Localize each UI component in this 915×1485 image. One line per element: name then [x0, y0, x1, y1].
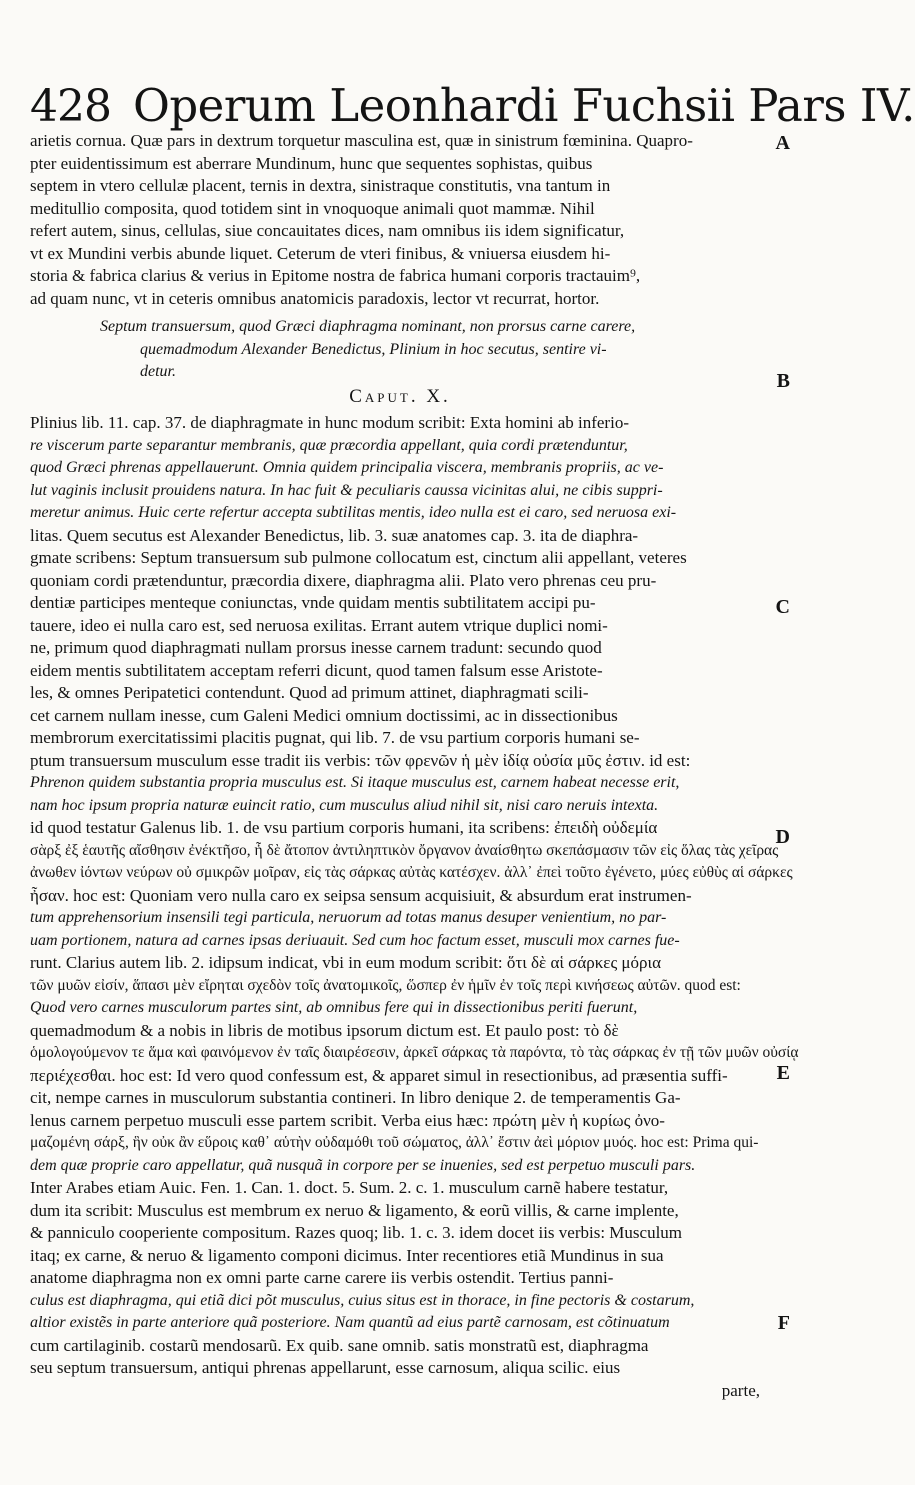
greek-line: ἀνωθεν ἰόντων νεύρων οὐ σμικρῶν μοῖραν, εἰς τὰς σάρκας αὐτὰς κατέσχεν. ἀλλ᾽ ἐπεὶ τοῦτο ἐγένετο, μύες εὐθὺς αἱ σάρκες [30, 864, 793, 881]
text-line: περιέχεσθαι. hoc est: Id vero quod confessum est, & apparet simul in resectionibus, ad præsentia suffi- [30, 1065, 728, 1085]
greek-line: μαζομένη σάρξ, ἣν οὐκ ἂν εὕροις καθ᾽ αὑτὴν οὐδαμόθι τοῦ σώματος, ἀλλ᾽ ἔστιν ἀεὶ μόριον μυός. hoc est: Prima qui- [30, 1134, 759, 1151]
running-title: Operum Leonhardi Fuchsii Pars IV. [132, 79, 915, 132]
summary-line: quemadmodum Alexander Benedictus, Plinium in hoc secutus, sentire vi- [140, 340, 607, 358]
text-line: id quod testatur Galenus lib. 1. de vsu partium corporis humani, ita scribens: ἐπειδὴ οὐδεμία [30, 818, 658, 837]
text-line: eidem mentis subtilitatem acceptam referri dicunt, quod tamen falsum esse Aristote- [30, 660, 603, 680]
margin-letter-c: C [775, 596, 790, 618]
text-line: quoniam cordi prætenduntur, præcordia dixere, diaphragma alii. Plato vero phrenas ceu pru- [30, 570, 657, 590]
page-number: 428 [30, 81, 111, 132]
text-line: cit, nempe carnes in musculorum substantia contineri. In libro denique 2. de temperamentis Ga- [30, 1088, 681, 1107]
page-header [30, 78, 915, 134]
margin-letter-b: B [776, 370, 790, 392]
text-line: cet carnem nullam inesse, cum Galeni Medici omnium doctissimi, ac in dissectionibus [30, 705, 618, 725]
text-line: Inter Arabes etiam Auic. Fen. 1. Can. 1. doct. 5. Sum. 2. c. 1. musculum carnẽ habere testatur, [30, 1178, 669, 1197]
text-line: lenus carnem perpetuo musculi esse partem scribit. Verba eius hæc: πρώτη μὲν ἡ κυρίως ὀνο- [30, 1110, 665, 1130]
text-line: re viscerum parte separantur membranis, quæ præcordia appellant, quia cordi prætenduntur, [30, 436, 628, 454]
summary-line: detur. [140, 363, 176, 380]
text-line: tauere, ideo ei nulla caro est, sed neruosa exilitas. Errant autem vtrique duplici nomi- [30, 615, 608, 635]
margin-letter-d: D [775, 826, 790, 848]
text-line: ad quam nunc, vt in ceteris omnibus anatomicis paradoxis, lector vt recurrat, hortor. [30, 288, 600, 308]
margin-letter-e: E [776, 1062, 790, 1084]
text-line: meretur animus. Huic certe refertur accepta subtilitas mentis, ideo nulla est ei caro, sed neruosa exi- [30, 504, 677, 521]
text-line: Phrenon quidem substantia propria musculus est. Si itaque musculus est, carnem habeat necesse erit, [30, 774, 680, 791]
summary-line: Septum transuersum, quod Græci diaphragma nominant, non prorsus carne carere, [100, 318, 636, 335]
text-line: & panniculo cooperiente compositum. Razes quoq; lib. 1. c. 3. idem docet iis verbis: Musculum [30, 1223, 683, 1242]
text-line: dentiæ participes menteque coniunctas, vnde quidam mentis subtilitatem accipi pu- [30, 593, 596, 612]
greek-line: ὁμολογούμενον τε ἅμα καὶ φαινόμενον ἐν ταῖς διαιρέσεσιν, ἀρκεῖ σάρκας τὰ παρόντα, τὸ τὰς σάρκας ἐν τῇ τῶν μυῶν οὐσίᾳ [30, 1044, 799, 1061]
text-line: ἦσαν. hoc est: Quoniam vero nulla caro ex seipsa sensum acquisiuit, & absurdum erat instrumen- [30, 885, 692, 905]
text-line: altior existẽs in parte anteriore quã posteriore. Nam quantũ ad eius partẽ carnosam, est cõtinuatum [30, 1314, 670, 1331]
greek-line: τῶν μυῶν εἰσίν, ἅπασι μὲν εἴρηται σχεδὸν τοῖς ἀνατομικοῖς, ὥσπερ ἐν ἡμῖν ἐν τοῖς περὶ κινήσεως αὐτῶν. quod est: [30, 976, 741, 994]
section-heading: Caput. X. [349, 385, 451, 407]
margin-letter-f: F [777, 1312, 790, 1334]
text-line: dem quæ proprie caro appellatur, quã nusquã in corpore per se inuenies, sed est perpetuo musculi pars. [30, 1156, 696, 1174]
text-line: arietis cornua. Quæ pars in dextrum torquetur masculina est, quæ in sinistrum fœminina. Quapro- [30, 131, 693, 150]
text-line: quod Græci phrenas appellauerunt. Omnia quidem principalia viscera, membranis propriis, ac ve- [30, 459, 664, 476]
text-line: ptum transuersum musculum esse tradit iis verbis: τῶν φρενῶν ἡ μὲν ἰδίᾳ οὐσία μῦς ἐστιν. id est: [30, 750, 691, 770]
text-line: les, & omnes Peripatetici contendunt. Quod ad primum attinet, diaphragmati scili- [30, 683, 589, 702]
text-line: dum ita scribit: Musculus est membrum ex neruo & ligamento, & eorũ villis, & carne implente, [30, 1200, 679, 1220]
text-line: itaq; ex carne, & neruo & ligamento componi dicimus. Inter recentiores etiã Mundinus in sua [30, 1245, 664, 1265]
text-line: membrorum exercitatissimi placitis pugnat, qui lib. 7. de vsu partium corporis humani se- [30, 728, 640, 747]
text-line: refert autem, sinus, cellulas, siue concauitates dices, nam omnibus iis idem significatur, [30, 221, 625, 240]
text-line: runt. Clarius autem lib. 2. idipsum indicat, vbi in eum modum scribit: ὅτι δὲ αἱ σάρκες μόρια [30, 953, 662, 972]
text-line: anatome diaphragma non ex omni parte carne carere iis verbis ostendit. Tertius panni- [30, 1268, 614, 1287]
text-line: gmate scribens: Septum transuersum sub pulmone collocatum est, cinctum alii appellant, veteres [30, 548, 687, 567]
text-line: Quod vero carnes musculorum partes sint, ab omnibus fere qui in dissectionibus periti fuerunt, [30, 999, 638, 1016]
text-line: pter euidentissimum est aberrare Mundinum, hunc que sequentes sophistas, quibus [30, 153, 593, 173]
text-line: litas. Quem secutus est Alexander Benedictus, lib. 3. suæ anatomes cap. 3. ita de diaphra- [30, 525, 639, 545]
text-line: quemadmodum & a nobis in libris de motibus ipsorum dictum est. Et paulo post: τὸ δὲ [30, 1020, 619, 1040]
text-line: storia & fabrica clarius & verius in Epitome nostra de fabrica humani corporis tractauim⁹, [30, 266, 641, 285]
greek-line: σὰρξ ἐξ ἑαυτῆς αἴσθησιν ἐνέκτῆσο, ἦ δὲ ἄτοπον ἀντιληπτικὸν ὄργανον ἀναίσθητω σκεπάσμασιν τῶν εἰς ὅλας τὰς χεῖρας [30, 841, 779, 859]
text-line: uam portionem, natura ad carnes ipsas deriuauit. Sed cum hoc factum esset, musculi mox carnes fue- [30, 931, 680, 949]
text-line: nam hoc ipsum propria naturæ euincit ratio, cum musculus aliud nihil sit, nisi caro neruis intexta. [30, 796, 659, 814]
text-line-first: Plinius lib. 11. cap. 37. de diaphragmate in hunc modum scribit: Exta homini ab inferio- [30, 413, 629, 432]
margin-letter-a: A [775, 132, 790, 154]
catchword: parte, [721, 1380, 760, 1400]
text-line: septem in vtero cellulæ placent, ternis in dextra, sinistraque constitutis, vna tantum in [30, 176, 611, 195]
text-line: cum cartilaginib. costarũ mendosarũ. Ex quib. sane omnib. satis monstratũ est, diaphragma [30, 1335, 649, 1355]
text-line: ne, primum quod diaphragmati nullam prorsus inesse carnem tradunt: secundo quod [30, 638, 602, 657]
text-line: seu septum transuersum, antiqui phrenas appellarunt, esse carnosum, aliqua scilic. eius [30, 1358, 621, 1377]
text-line: meditullio composita, quod totidem sint in vnoquoque animali quot mammæ. Nihil [30, 198, 595, 218]
text-line: vt ex Mundini verbis abunde liquet. Ceterum de vteri finibus, & vniuersa eiusdem hi- [30, 243, 611, 263]
text-line: lut vaginis inclusit prouidens natura. In hac fuit & peculiaris caussa vicinitas alui, ne cibis suppri- [30, 481, 663, 499]
text-line: tum apprehensorium insensili tegi particula, neruorum ad totas manus desuper venientium, no par- [30, 909, 667, 926]
body-text [30, 130, 799, 1402]
text-line: culus est diaphragma, qui etiã dici põt musculus, cuius situs est in thorace, in fine pectoris & costarum, [30, 1291, 695, 1309]
